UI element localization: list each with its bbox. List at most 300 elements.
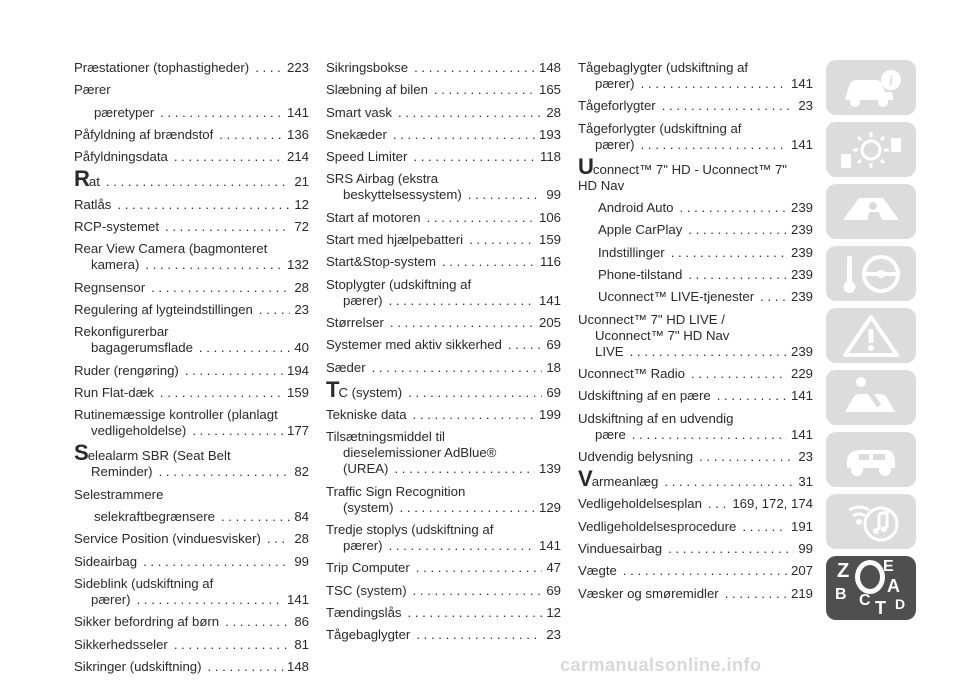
index-entry[interactable] <box>326 429 561 477</box>
chapter-sidebar <box>826 60 916 627</box>
dot-leader <box>159 464 291 480</box>
dot-leader <box>259 302 290 318</box>
index-entry-line <box>74 82 309 98</box>
index-term: Tilsætningsmiddel til <box>326 429 445 445</box>
page-number[interactable]: 28 <box>546 104 561 120</box>
page-number[interactable]: 141 <box>790 76 813 91</box>
index-entry-line <box>326 484 561 500</box>
page-number[interactable]: 239 <box>790 267 813 283</box>
index-term: kamera) <box>91 257 140 273</box>
index-entry[interactable] <box>578 200 813 216</box>
index-entry-line <box>326 277 561 293</box>
section-letter: T <box>326 376 339 402</box>
index-term: Tændingslås <box>326 604 402 620</box>
page-number[interactable]: 136 <box>286 126 309 142</box>
dot-leader <box>398 105 542 121</box>
page-number[interactable]: 69 <box>546 337 561 353</box>
index-entry[interactable] <box>326 407 561 423</box>
dot-leader <box>442 254 536 270</box>
section-letter: S <box>74 440 88 466</box>
page-number[interactable]: 99 <box>798 541 813 557</box>
page-number[interactable]: 23 <box>546 627 561 643</box>
index-entry-line <box>578 289 813 305</box>
chapter-tab-index[interactable] <box>826 556 916 620</box>
index-entry[interactable] <box>578 267 813 283</box>
index-entry-line <box>326 210 561 226</box>
index-term: pæretyper <box>94 104 155 120</box>
index-entry[interactable] <box>578 466 813 492</box>
index-entry-line <box>326 232 561 248</box>
index-term: Stoplygter (udskiftning af <box>326 276 472 292</box>
index-term: dieselemissioner AdBlue® <box>343 445 497 461</box>
index-entry-line <box>74 554 309 570</box>
dot-leader <box>389 293 535 309</box>
index-entry[interactable] <box>326 254 561 270</box>
page-number[interactable]: 82 <box>294 464 309 480</box>
index-entry[interactable] <box>74 105 309 121</box>
index-entry-line <box>578 388 813 404</box>
index-entry-line <box>578 153 813 179</box>
index-entry[interactable] <box>578 121 813 153</box>
page-number[interactable]: 81 <box>294 636 309 652</box>
index-entry-line <box>74 440 309 466</box>
index-entry[interactable] <box>74 440 309 480</box>
index-entry[interactable] <box>74 659 309 675</box>
index-entry-line <box>326 407 561 423</box>
index-entry[interactable] <box>326 127 561 143</box>
index-entry-line <box>74 509 309 525</box>
dot-leader <box>208 659 283 675</box>
chapter-tab-multimedia[interactable] <box>826 494 916 549</box>
index-term: pærer) <box>595 76 635 91</box>
index-entry-line <box>74 385 309 401</box>
index-entry-line <box>578 245 813 261</box>
dot-leader <box>221 509 290 525</box>
page-number[interactable]: 12 <box>546 604 561 620</box>
page-number[interactable]: 40 <box>294 340 309 356</box>
page-number[interactable]: 141 <box>286 104 309 120</box>
dot-leader <box>416 560 543 576</box>
index-entry-line <box>326 82 561 98</box>
dot-leader <box>390 315 535 331</box>
page-number[interactable]: 141 <box>286 591 309 607</box>
dot-leader <box>400 500 535 516</box>
page-number[interactable]: 69 <box>546 384 561 400</box>
index-term: Sikringer (udskiftning) <box>74 658 202 674</box>
dot-leader <box>408 385 542 401</box>
index-entry-line <box>74 241 309 257</box>
index-entry-line <box>326 293 561 309</box>
index-entry[interactable] <box>74 324 309 356</box>
index-entry[interactable] <box>74 149 309 165</box>
dot-leader <box>393 127 535 143</box>
index-entry[interactable] <box>74 554 309 570</box>
index-term: Vedligeholdelsesprocedure <box>578 518 737 534</box>
index-term: Service Position (vinduesvisker) <box>74 531 261 547</box>
index-term: Smart vask <box>326 104 392 120</box>
index-term: Snekæder <box>326 126 387 142</box>
section-letter: V <box>578 466 592 492</box>
page-number[interactable]: 141 <box>790 136 813 152</box>
page-number[interactable]: 159 <box>538 232 561 248</box>
page-number[interactable]: 239 <box>790 222 813 238</box>
index-letter: C <box>859 592 871 609</box>
index-entry[interactable] <box>326 583 561 599</box>
car-info-icon <box>839 66 903 110</box>
index-entry-line <box>578 137 813 153</box>
page-number[interactable]: 141 <box>790 388 813 404</box>
index-term: Selestrammere <box>74 486 164 502</box>
dot-leader <box>760 289 787 305</box>
index-term: armeanlæg <box>591 474 659 490</box>
index-entry-line <box>74 659 309 675</box>
page-number[interactable]: 132 <box>286 257 309 273</box>
chapter-tab-maintenance[interactable] <box>826 370 916 425</box>
dot-leader <box>255 60 283 76</box>
index-entry[interactable] <box>578 411 813 443</box>
index-entry[interactable] <box>74 531 309 547</box>
page-number[interactable]: 47 <box>546 560 561 576</box>
index-entry[interactable] <box>326 560 561 576</box>
index-entry[interactable] <box>326 60 561 76</box>
index-entry-line <box>326 254 561 270</box>
index-entry[interactable] <box>74 219 309 235</box>
index-entry[interactable] <box>74 509 309 525</box>
page-number[interactable]: 148 <box>538 60 561 75</box>
index-term: Udvendig belysning <box>578 448 694 464</box>
index-entry[interactable] <box>326 171 561 203</box>
page-number[interactable]: 177 <box>286 423 309 439</box>
index-entry[interactable] <box>326 105 561 121</box>
chapter-tab-dashboard[interactable] <box>826 122 916 177</box>
dot-leader <box>414 60 535 76</box>
page-number[interactable]: 31 <box>798 474 813 490</box>
index-entry-line <box>578 76 813 92</box>
index-column-2 <box>326 60 561 650</box>
page-number[interactable]: 86 <box>294 614 309 630</box>
page-number[interactable]: 106 <box>538 209 561 225</box>
index-term: pære <box>595 426 626 442</box>
page-number[interactable]: 141 <box>538 292 561 308</box>
index-entry[interactable] <box>578 366 813 382</box>
index-entry[interactable] <box>74 487 309 503</box>
index-term: Påfyldningsdata <box>74 149 168 165</box>
index-entry-line <box>326 149 561 165</box>
chapter-tab-technical-data[interactable] <box>826 432 916 487</box>
index-entry-line <box>74 257 309 273</box>
dot-leader <box>671 245 787 261</box>
index-entry[interactable] <box>326 210 561 226</box>
chapter-tab-safety[interactable] <box>826 184 916 239</box>
index-entry[interactable] <box>74 280 309 296</box>
index-letters-icon <box>831 558 911 618</box>
dot-leader <box>641 76 787 92</box>
index-entry-line <box>578 586 813 602</box>
index-entry-line <box>578 178 813 194</box>
dot-leader <box>468 187 543 203</box>
index-entry[interactable] <box>74 166 309 192</box>
page-number[interactable]: 205 <box>538 314 561 330</box>
index-entry[interactable] <box>326 149 561 165</box>
index-entry[interactable] <box>578 541 813 557</box>
index-entry-line <box>326 605 561 621</box>
dot-leader <box>372 360 543 376</box>
index-term: C (system) <box>338 384 403 400</box>
index-term: Regulering af lygteindstillingen <box>74 301 253 317</box>
page-number[interactable]: 159 <box>286 384 309 400</box>
svg-text:i: i <box>889 73 893 89</box>
index-term: bagagerumsflade <box>91 340 193 356</box>
key-steering-wheel-icon <box>839 252 903 296</box>
page-number[interactable]: 69 <box>546 582 561 598</box>
index-entry[interactable] <box>74 576 309 608</box>
index-entry[interactable] <box>74 407 309 439</box>
page-number[interactable]: 239 <box>790 343 813 359</box>
index-term: Sæder <box>326 359 366 375</box>
page-number[interactable]: 148 <box>286 658 309 674</box>
index-term: Sikkerhedsseler <box>74 636 168 652</box>
index-entry[interactable] <box>74 127 309 143</box>
page-number[interactable]: 229 <box>790 365 813 381</box>
dot-leader <box>630 344 787 360</box>
specs-car-icon <box>839 438 903 482</box>
page-number[interactable]: 199 <box>538 407 561 423</box>
index-entry[interactable] <box>326 627 561 643</box>
index-entry[interactable] <box>326 605 561 621</box>
page-number[interactable]: 207 <box>790 563 813 579</box>
index-entry[interactable] <box>578 312 813 360</box>
page-number[interactable]: 141 <box>790 426 813 442</box>
index-entry[interactable] <box>326 277 561 309</box>
chapter-tab-car-info[interactable] <box>826 60 916 115</box>
index-term: pærer) <box>595 136 635 152</box>
index-entry[interactable] <box>74 302 309 318</box>
page-number[interactable]: 219 <box>790 585 813 601</box>
dot-leader <box>185 363 283 379</box>
section-letter: U <box>578 153 593 179</box>
page-number[interactable]: 18 <box>546 359 561 375</box>
index-entry[interactable] <box>74 614 309 630</box>
index-entry[interactable] <box>74 363 309 379</box>
index-term: Indstillinger <box>598 244 665 260</box>
page-number[interactable]: 99 <box>546 187 561 203</box>
index-entry[interactable] <box>578 388 813 404</box>
page-number[interactable]: 28 <box>294 279 309 295</box>
index-entry-line <box>74 149 309 165</box>
dot-leader <box>434 82 535 98</box>
index-entry[interactable] <box>578 289 813 305</box>
dot-leader <box>725 586 787 602</box>
page-number[interactable]: 129 <box>538 499 561 515</box>
index-entry[interactable] <box>578 222 813 238</box>
index-entry[interactable] <box>578 245 813 261</box>
dot-leader <box>688 267 787 283</box>
index-term: Påfyldning af brændstof <box>74 126 214 142</box>
dot-leader <box>106 174 290 190</box>
index-term: vedligeholdelse) <box>91 423 187 439</box>
index-entry-line <box>74 302 309 318</box>
index-entry-line <box>74 60 309 76</box>
index-term: Systemer med aktiv sikkerhed <box>326 337 502 353</box>
index-entry-line <box>326 315 561 331</box>
index-term: Vægte <box>578 563 617 579</box>
page-number[interactable]: 23 <box>798 98 813 114</box>
page-number[interactable]: 194 <box>286 362 309 378</box>
index-entry[interactable] <box>578 98 813 114</box>
index-term: Væsker og smøremidler <box>578 585 719 601</box>
index-entry-line <box>326 627 561 643</box>
index-term: (system) <box>343 499 394 515</box>
multimedia-icon <box>839 500 903 544</box>
dot-leader <box>413 583 543 599</box>
index-term: Reminder) <box>91 464 153 480</box>
page-number[interactable]: 139 <box>538 461 561 477</box>
index-term: beskyttelsessystem) <box>343 187 462 203</box>
index-term: Vinduesairbag <box>578 541 663 557</box>
index-entry-line <box>74 197 309 213</box>
dot-leader <box>394 461 535 477</box>
index-entry[interactable] <box>326 315 561 331</box>
index-entry[interactable] <box>74 82 309 98</box>
page-number[interactable]: 118 <box>539 149 561 165</box>
index-term: Start med hjælpebatteri <box>326 232 464 248</box>
index-entry-line <box>578 449 813 465</box>
page-number[interactable]: 239 <box>790 289 813 305</box>
page-number[interactable]: 84 <box>294 509 309 525</box>
index-letter: Z <box>837 560 850 582</box>
index-entry[interactable] <box>74 241 309 273</box>
index-term: Ruder (rengøring) <box>74 362 179 378</box>
dot-leader <box>160 385 283 401</box>
index-entry[interactable] <box>326 82 561 98</box>
index-term: pærer) <box>91 591 131 607</box>
index-entry-line <box>326 360 561 376</box>
index-term: (UREA) <box>343 461 389 477</box>
dot-leader <box>664 474 794 490</box>
index-entry-line <box>74 340 309 356</box>
index-entry-line <box>326 500 561 516</box>
index-entry-line <box>74 423 309 439</box>
page-number[interactable]: 72 <box>294 219 309 235</box>
index-entry-line <box>578 466 813 492</box>
page-number[interactable]: 23 <box>294 301 309 317</box>
index-entry[interactable] <box>74 385 309 401</box>
chapter-tab-starting[interactable] <box>826 246 916 301</box>
index-entry[interactable] <box>326 360 561 376</box>
index-term: Traffic Sign Recognition <box>326 483 466 499</box>
index-term: Start af motoren <box>326 209 421 225</box>
index-entry-line <box>578 328 813 344</box>
page-number[interactable]: 165 <box>538 82 561 98</box>
index-entry-line <box>74 464 309 480</box>
page-number[interactable]: 116 <box>539 254 561 270</box>
index-entry[interactable] <box>326 376 561 402</box>
index-entry[interactable] <box>578 586 813 602</box>
page-number[interactable]: 239 <box>790 244 813 260</box>
page-number[interactable]: 223 <box>286 60 309 75</box>
dot-leader <box>225 614 290 630</box>
index-entry-line <box>326 560 561 576</box>
index-entry-line <box>326 376 561 402</box>
index-entry[interactable] <box>578 153 813 194</box>
chapter-tab-emergency[interactable] <box>826 308 916 363</box>
page-number[interactable]: 193 <box>538 126 561 142</box>
index-term: TSC (system) <box>326 582 407 598</box>
index-term: Rutinemæssige kontroller (planlagt <box>74 407 278 423</box>
dot-leader <box>427 210 535 226</box>
dot-leader <box>632 427 787 443</box>
index-entry-line <box>326 171 561 187</box>
index-term: RCP-systemet <box>74 219 159 235</box>
index-entry[interactable] <box>326 484 561 516</box>
index-entry-line <box>326 445 561 461</box>
index-entry[interactable] <box>578 563 813 579</box>
dot-leader <box>508 337 542 353</box>
dot-leader <box>267 531 290 547</box>
index-entry[interactable] <box>326 337 561 353</box>
index-entry-line <box>74 614 309 630</box>
index-term: Trip Computer <box>326 560 410 576</box>
index-entry-line <box>578 312 813 328</box>
page-number[interactable]: 169, 172, 174 <box>732 496 813 512</box>
page-number[interactable]: 28 <box>294 531 309 547</box>
page-number[interactable]: 239 <box>790 200 813 216</box>
index-entry-line <box>578 411 813 427</box>
index-entry-line <box>578 541 813 557</box>
page-number[interactable]: 23 <box>798 448 813 464</box>
index-entry[interactable] <box>578 496 813 512</box>
index-entry[interactable] <box>74 197 309 213</box>
index-letter: A <box>887 576 900 596</box>
index-term: connect™ 7" HD - Uconnect™ 7" <box>592 161 787 177</box>
index-term: Sideblink (udskiftning af <box>74 575 214 591</box>
page-number[interactable]: 191 <box>790 518 813 534</box>
index-term: Tågebaglygter <box>326 627 411 643</box>
page-number[interactable]: 12 <box>294 196 309 212</box>
page-number[interactable]: 214 <box>286 149 309 165</box>
index-entry[interactable] <box>578 449 813 465</box>
dot-leader <box>174 149 283 165</box>
dot-leader <box>641 137 787 153</box>
index-term: Sideairbag <box>74 553 138 569</box>
index-entry[interactable] <box>326 522 561 554</box>
dot-leader <box>688 222 787 238</box>
index-term: Tågebaglygter (udskiftning af <box>578 60 749 75</box>
index-entry-line <box>74 363 309 379</box>
index-column-1 <box>74 60 309 681</box>
index-entry[interactable] <box>74 60 309 76</box>
page-number[interactable]: 21 <box>294 174 309 190</box>
index-entry-line <box>326 538 561 554</box>
index-entry[interactable] <box>578 60 813 92</box>
index-term: pærer) <box>343 538 383 554</box>
page-number[interactable]: 99 <box>294 553 309 569</box>
dot-leader <box>117 197 290 213</box>
dot-leader <box>151 280 290 296</box>
index-entry-line <box>578 519 813 535</box>
page-number[interactable]: 141 <box>538 538 561 554</box>
index-entry-line <box>74 407 309 423</box>
index-entry[interactable] <box>74 637 309 653</box>
index-entry[interactable] <box>326 232 561 248</box>
dot-leader <box>668 541 794 557</box>
index-term: Regnsensor <box>74 279 146 295</box>
warning-triangle-icon <box>839 314 903 358</box>
index-entry[interactable] <box>578 519 813 535</box>
index-entry-line <box>74 280 309 296</box>
section-letter: R <box>74 166 89 192</box>
dot-leader <box>137 592 283 608</box>
